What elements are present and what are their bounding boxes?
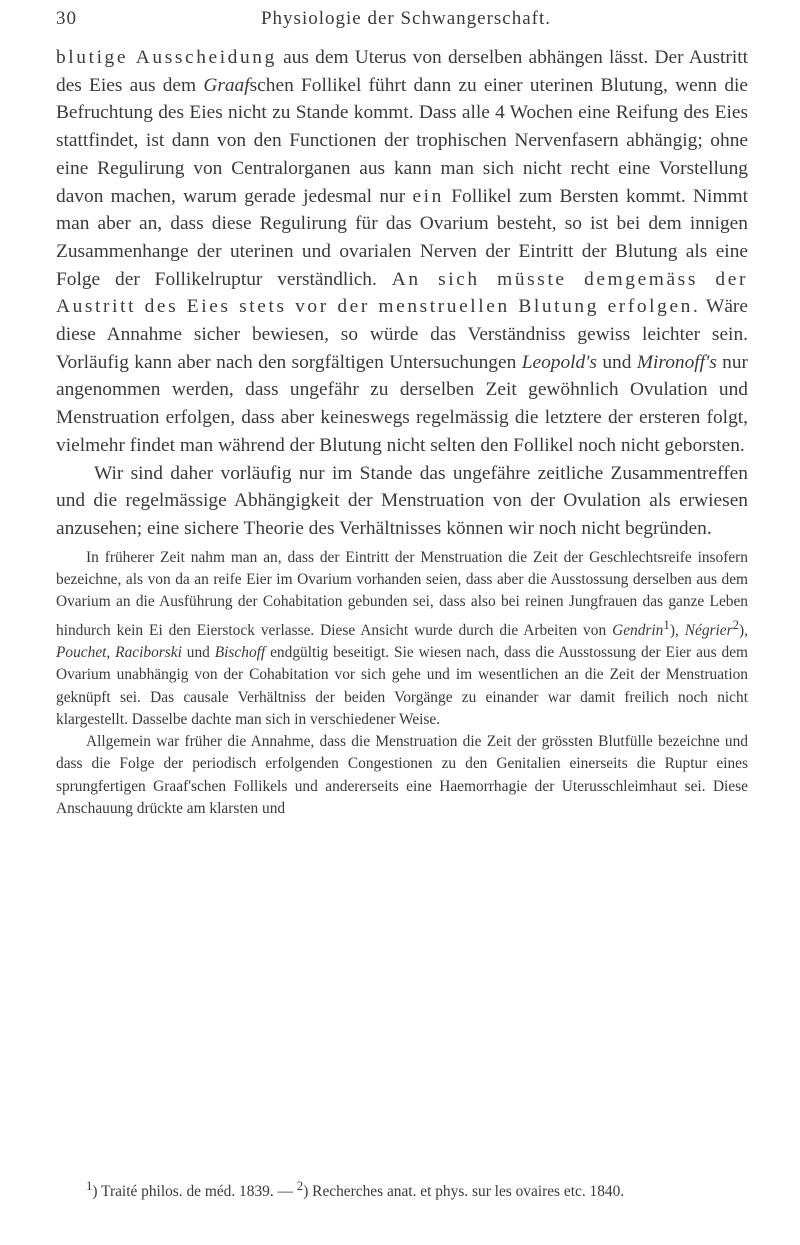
footnote-mark: 2: [296, 1179, 304, 1193]
text-run: Wäre diese Annahme sicher bewiesen, so würde das Verständniss gewiss leichter sein. Vorläufig kann aber nach den sorgfältigen Untersuchungen: [56, 296, 748, 373]
text-run: Follikel zum Bersten kommt. Nimmt man aber an, dass diese Regulirung für das Ovarium besteht, so ist bei dem innigen Zusammenhange der uterinen und ovarialen Nerven der Eintritt der Blutung als eine Folge der Follikelruptur verständlich.: [56, 185, 748, 290]
footnote-text: ) Recherches anat. et phys. sur les ovaires etc. 1840.: [303, 1183, 625, 1201]
footnote-mark: 1: [86, 1179, 93, 1193]
footnotes: [56, 1175, 748, 1203]
footnote-ref: 2: [732, 617, 740, 632]
small-print-section: [56, 547, 748, 821]
paragraph-4: Allgemein war früher die Annahme, dass die Menstruation die Zeit der grössten Blutfülle bezeichne und dass die Folge der periodisch erfolgenden Congestionen zu den Genitalien einerseits die Ruptur eines sprungfertigen Graaf'schen Follikels und andererseits eine Haemorrhagie der Uterusschleimhaut sei. Diese Anschauung drückte am klarsten und: [56, 733, 748, 818]
text-run: In früherer Zeit nahm man an, dass der Eintritt der Menstruation die Zeit der Geschlechtsreife insofern bezeichne, als von da an reife Eier im Ovarium vorhanden seien, dass aber die Ausstossung derselben aus dem Ovarium an die Ausführung der Cohabitation gebunden sei, dass also bei reinen Jungfrauen das ganze Leben hindurch kein Ei den Eierstock verlasse. Diese Ansicht wurde durch die Arbeiten von: [56, 548, 748, 639]
footnote-text: ) Traité philos. de méd. 1839. —: [92, 1183, 297, 1201]
running-title: Physiologie der Schwangerschaft.: [260, 8, 552, 29]
text-run: aus dem Uterus von derselben abhängen lässt. Der Austritt des Eies aus dem: [56, 47, 748, 96]
body-text: [56, 44, 748, 820]
footnote-line: [56, 1175, 748, 1203]
text-run: und: [181, 643, 215, 661]
text-run: schen Follikel führt dann zu einer uterinen Blutung, wenn die Befruchtung des Eies nicht zu Stande kommt. Dass alle 4 Wochen eine Reifung des Eies stattfindet, ist dann von den Functionen der trophischen Nervenfasern abhängig; ohne eine Regulirung von Centralorganen aus kann man sich nicht recht eine Vorstellung davon machen, warum gerade jedesmal nur: [56, 74, 749, 207]
paragraph-1: [56, 44, 748, 460]
author-name: Graaf: [203, 74, 250, 96]
author-name: Gendrin: [612, 621, 664, 639]
paragraph-3: [56, 547, 748, 732]
text-run: und: [596, 351, 637, 373]
text-run: ),: [739, 621, 749, 639]
author-name: Leopold's: [521, 351, 597, 373]
text-run: endgültig beseitigt. Sie wiesen nach, dass die Ausstossung der Eier aus dem Ovarium unabhängig von der Cohabitation vor sich gehe und im wesentlichen an die Zeit der Menstruation geknüpft sei. Das causale Verhältniss der beiden Vorgänge zu einander war damit freilich noch nicht klargestellt. Dasselbe dachte man sich in verschiedener Weise.: [56, 643, 748, 728]
author-name: Mironoff's: [636, 351, 717, 373]
paragraph-2: Wir sind daher vorläufig nur im Stande das ungefähre zeitliche Zusammentreffen und die regelmässige Abhängigkeit der Menstruation von der Ovulation als erwiesen anzusehen; eine sichere Theorie des Verhältnisses können wir noch nicht begründen.: [56, 462, 748, 539]
footnote-ref: 1: [663, 617, 670, 632]
spaced-emphasis: blutige Ausscheidung: [56, 47, 277, 68]
spaced-emphasis: An sich müsste demgemäss der Austritt des Eies stets vor der menstruellen Blutung erfolgen.: [56, 268, 748, 318]
text-run: ),: [669, 621, 685, 639]
author-name: Négrier: [684, 621, 733, 639]
author-name: Bischoff: [214, 643, 266, 661]
author-name: Pouchet, Raciborski: [56, 643, 182, 661]
page-number: 30: [56, 8, 77, 29]
spaced-emphasis: ein: [412, 185, 444, 207]
page-header: [56, 8, 756, 32]
text-run: nur angenommen werden, dass ungefähr zu derselben Zeit gewöhnlich Ovulation und Menstruation erfolgen, dass aber keineswegs regelmässig die letztere der ersteren folgt, vielmehr findet man während der Blutung nicht selten den Follikel noch nicht geborsten.: [56, 351, 749, 456]
